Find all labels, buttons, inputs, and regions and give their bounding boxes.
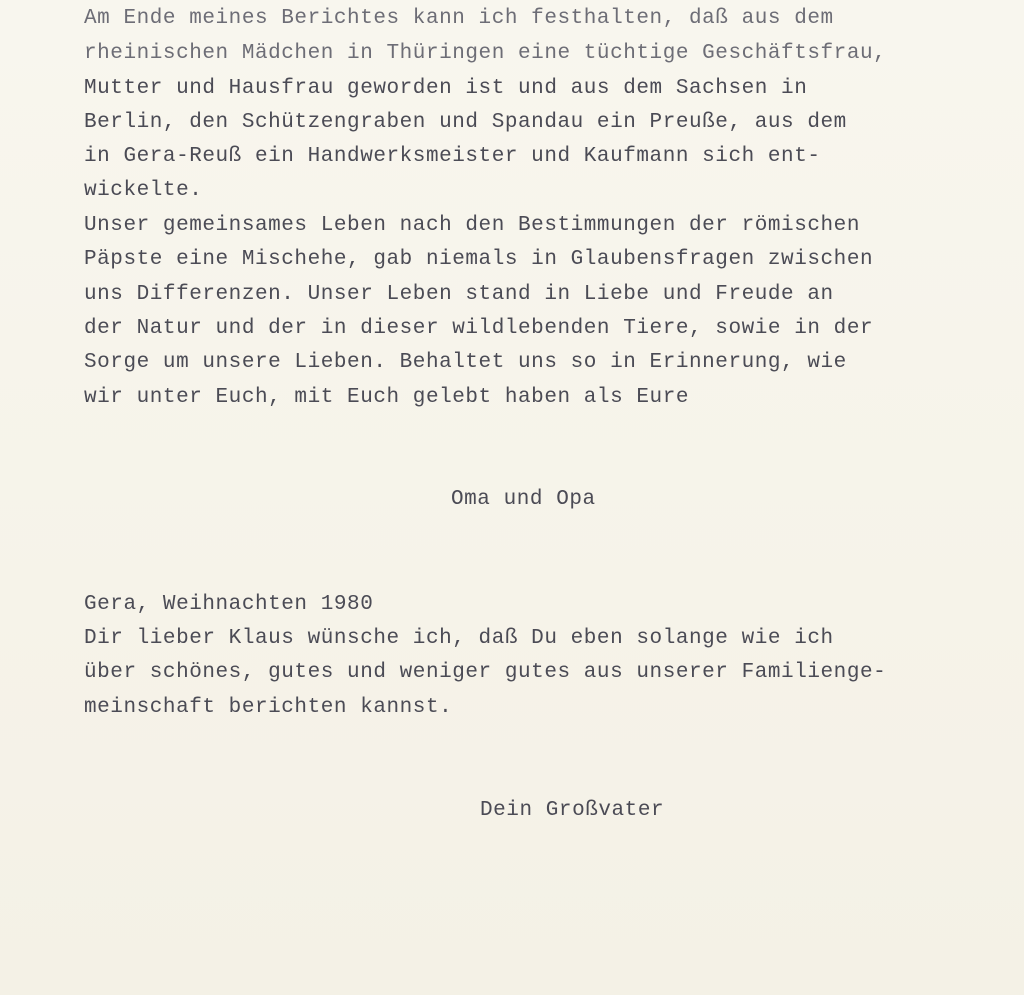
signature-oma-opa: Oma und Opa bbox=[451, 488, 596, 511]
text-line: Mutter und Hausfrau geworden ist und aus dem Sachsen in bbox=[84, 77, 808, 100]
text-line: rheinischen Mädchen in Thüringen eine tüchtige Geschäftsfrau, bbox=[84, 42, 887, 65]
text-line: wir unter Euch, mit Euch gelebt haben als Eure bbox=[84, 386, 689, 409]
text-line: Unser gemeinsames Leben nach den Bestimmungen der römischen bbox=[84, 214, 860, 237]
text-line: Am Ende meines Berichtes kann ich festhalten, daß aus dem bbox=[84, 7, 834, 30]
text-line: Dir lieber Klaus wünsche ich, daß Du eben solange wie ich bbox=[84, 627, 834, 650]
dateline: Gera, Weihnachten 1980 bbox=[84, 593, 374, 616]
text-line: in Gera-Reuß ein Handwerksmeister und Kaufmann sich ent- bbox=[84, 145, 821, 168]
text-line: über schönes, gutes und weniger gutes aus unserer Familienge- bbox=[84, 661, 887, 684]
signature-grossvater: Dein Großvater bbox=[480, 799, 665, 822]
text-line: meinschaft berichten kannst. bbox=[84, 696, 453, 719]
text-line: wickelte. bbox=[84, 179, 203, 202]
text-line: Berlin, den Schützengraben und Spandau ein Preuße, aus dem bbox=[84, 111, 847, 134]
text-line: der Natur und der in dieser wildlebenden Tiere, sowie in der bbox=[84, 317, 874, 340]
text-line: Sorge um unsere Lieben. Behaltet uns so in Erinnerung, wie bbox=[84, 351, 847, 374]
text-line: Päpste eine Mischehe, gab niemals in Glaubensfragen zwischen bbox=[84, 248, 874, 271]
text-line: uns Differenzen. Unser Leben stand in Liebe und Freude an bbox=[84, 283, 834, 306]
